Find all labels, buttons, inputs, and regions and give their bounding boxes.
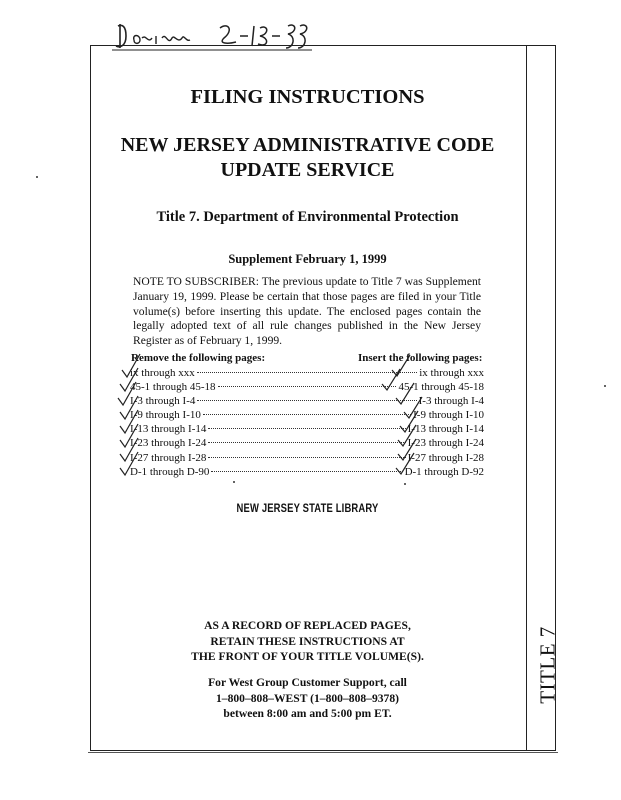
scan-speck	[36, 176, 38, 178]
remove-pages: I-23 through I-24	[130, 437, 207, 450]
list-item	[130, 394, 484, 408]
remove-heading: Remove the following pages:	[131, 352, 266, 364]
scan-speck	[404, 483, 406, 485]
list-item	[130, 408, 484, 422]
bottom-rule	[88, 752, 558, 753]
page-list	[130, 366, 484, 479]
note-to-subscriber: NOTE TO SUBSCRIBER: The previous update to Title 7 was Supplement January 19, 1999. Please be certain that those pages are filed in your Title volume(s) before inserting this update. The enclosed pages contain the legally adopted text of all rule changes published in the New Jersey Register as of February 1, 1999.	[133, 275, 481, 348]
leader-dots	[218, 386, 397, 387]
record-notice	[95, 618, 520, 665]
record-line-2: RETAIN THESE INSTRUCTIONS AT	[210, 634, 405, 648]
library-stamp: NEW JERSEY STATE LIBRARY	[236, 503, 379, 515]
leader-dots	[197, 400, 416, 401]
insert-pages: I-9 through I-10	[413, 409, 484, 422]
page-title: FILING INSTRUCTIONS	[190, 86, 425, 108]
side-tab-label: TITLE 7	[535, 626, 560, 704]
remove-pages: I-9 through I-10	[130, 409, 201, 422]
side-tab	[518, 620, 578, 710]
title-subject: Title 7. Department of Environmental Protection	[156, 209, 459, 225]
insert-heading: Insert the following pages:	[358, 352, 483, 364]
code-title-line-1: NEW JERSEY ADMINISTRATIVE CODE	[120, 134, 495, 156]
remove-pages: I-13 through I-14	[130, 423, 207, 436]
leader-dots	[203, 414, 411, 415]
leader-dots	[211, 471, 402, 472]
code-title	[95, 133, 520, 183]
list-item	[130, 380, 484, 394]
code-title-line-2: UPDATE SERVICE	[220, 159, 395, 181]
insert-pages: ix through xxx	[419, 367, 484, 379]
insert-pages: I-13 through I-14	[407, 423, 484, 436]
support-hours: between 8:00 am and 5:00 pm ET.	[223, 707, 392, 720]
support-line-1: For West Group Customer Support, call	[208, 676, 407, 689]
leader-dots	[208, 442, 405, 443]
remove-pages: ix through xxx	[130, 367, 195, 379]
list-item	[130, 366, 484, 380]
leader-dots	[208, 428, 405, 429]
list-item	[130, 465, 484, 479]
insert-pages: 45-1 through 45-18	[398, 381, 484, 394]
supplement-date: Supplement February 1, 1999	[228, 252, 387, 266]
insert-pages: I-23 through I-24	[407, 437, 484, 450]
record-line-1: AS A RECORD OF REPLACED PAGES,	[204, 619, 411, 632]
list-item	[130, 451, 484, 465]
remove-pages: 45-1 through 45-18	[130, 381, 216, 394]
customer-support	[95, 675, 520, 722]
remove-pages: I-3 through I-4	[130, 395, 196, 408]
insert-pages: D-1 through D-92	[404, 465, 484, 478]
list-item	[130, 436, 484, 450]
insert-pages: I-27 through I-28	[407, 451, 484, 464]
leader-dots	[197, 372, 417, 373]
support-phone: 1–800–808–WEST (1–800–808–9378)	[215, 691, 400, 705]
leader-dots	[208, 457, 405, 458]
list-item	[130, 422, 484, 436]
remove-pages: D-1 through D-90	[130, 465, 210, 478]
remove-pages: I-27 through I-28	[130, 451, 207, 464]
scan-speck	[604, 385, 606, 387]
insert-pages: I-3 through I-4	[418, 395, 484, 408]
record-line-3: THE FRONT OF YOUR TITLE VOLUME(S).	[191, 650, 424, 663]
scan-speck	[233, 481, 235, 483]
